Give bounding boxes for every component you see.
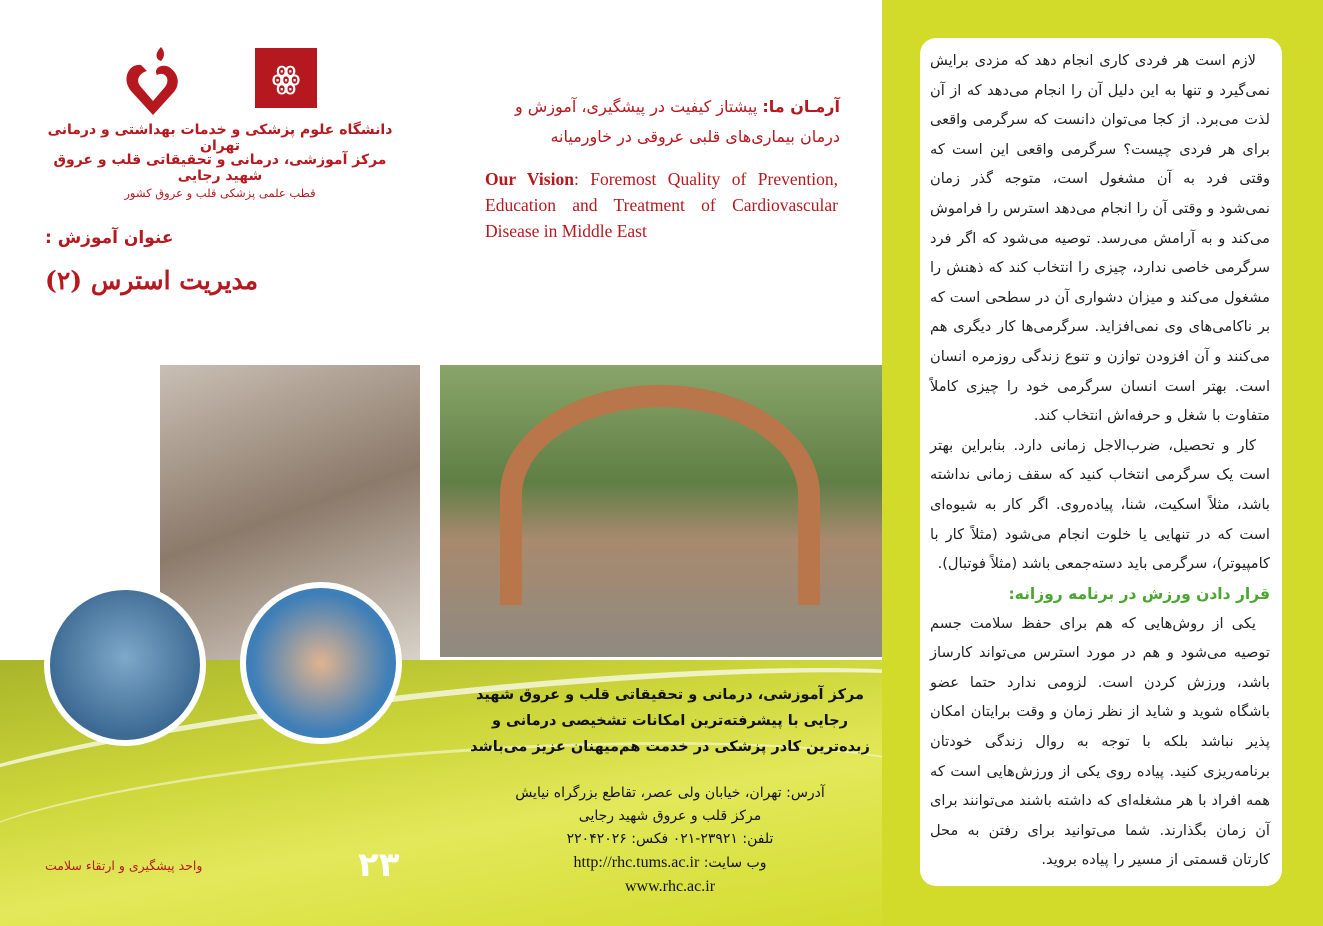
footer-unit: واحد پیشگیری و ارتقاء سلامت (45, 858, 203, 873)
right-page (882, 0, 1323, 926)
topic-label: عنوان آموزش : (45, 228, 174, 248)
website-label: وب سایت: (703, 855, 767, 871)
address: آدرس: تهران، خیابان ولی عصر، تقاطع بزرگراه نیایش (515, 785, 825, 801)
promo-text: مرکز آموزشی، درمانی و تحقیقاتی قلب و عروق شهید رجایی با پیشرفته‌ترین امکانات تشخیصی درمانی و زبده‌ترین کادر پزشکی در خدمت هم‌میهنان عزیز می‌باشد (470, 687, 870, 755)
heart-center-logo-icon (125, 45, 181, 117)
article-paragraph: یکی از روش‌هایی که هم برای حفظ سلامت جسم توصیه می‌شود و هم در مورد استرس می‌تواند کارساز باشد، ورزش کردن است. لزومی ندارد حتما عضو باشگاه شوید و شاید از نظر زمان و وقت برایتان امکان پذیر نباشد بلکه با توجه به روال زندگی خودتان برنامه‌ریزی کنید. پیاده روی یکی از ورزش‌هایی است که همه افراد با هر مشغله‌ای که داشته باشند می‌توانند برای آن زمان بگذارند. شما می‌توانید برای رفتن به محل کارتان قسمتی از مسیر را پیاده بروید. (930, 614, 1270, 869)
center-name: مرکز آموزشی، درمانی و تحقیقاتی قلب و عروق شهید رجایی (53, 152, 387, 184)
section-heading: قرار دادن ورزش در برنامه روزانه: (1008, 584, 1270, 603)
vision-fa (480, 92, 840, 152)
vision-fa-label: آرمـان ما: (762, 97, 840, 116)
scientific-pole: قطب علمی پزشکی قلب و عروق کشور (124, 186, 316, 200)
contact-center: مرکز قلب و عروق شهید رجایی (578, 808, 762, 824)
vision-en-label: Our Vision (485, 169, 574, 189)
phone-fax: تلفن: ۲۳۹۲۱-۰۲۱ فکس: ۲۲۰۴۲۰۲۶ (566, 831, 774, 847)
article-paragraph: کار و تحصیل، ضرب‌الاجل زمانی دارد. بنابراین بهتر است یک سرگرمی انتخاب کنید که سقف زمانی نداشته باشد، مثلاً اسکیت، شنا، پیاده‌روی. اگر کار به شیوه‌ای است که در تنهایی یا خلوت انجام می‌شود (مثلاً کار با کامپیوتر)، سرگرمی باید دسته‌جمعی باشد (مثلاً فوتبال). (930, 436, 1270, 573)
gate-arch (500, 385, 820, 605)
vision-fa-text: پیشتاز کیفیت در پیشگیری، آموزش و درمان بیماری‌های قلبی عروقی در خاورمیانه (514, 97, 840, 146)
vision-en-text: : Foremost Quality of Prevention, Education and Treatment of Cardiovascular Disease in Middle East (485, 169, 838, 241)
topic-title: مدیریت استرس (۲) (45, 266, 259, 295)
article-box (920, 38, 1282, 886)
contact-info (470, 782, 870, 898)
website-link-2[interactable]: www.rhc.ac.ir (624, 878, 716, 895)
university-logo-icon: ꙮ (255, 48, 317, 108)
surgery-photo (44, 584, 206, 746)
patient-photo (240, 582, 402, 744)
vision-en (485, 166, 838, 244)
article-paragraph: لازم است هر فردی کاری انجام دهد که مزدی برایش نمی‌گیرد و تنها به این دلیل آن را انجام می‌دهد که از آن لذت می‌برد. از کجا می‌توان دانست که سرگرمی واقعی برای هر فردی چیست؟ سرگرمی واقعی این است که وقتی فرد به آن مشغول است، متوجه گذر زمان نمی‌شود و وقتی آن را انجام می‌دهد استرس را فراموش می‌کند و به آرامش می‌رسد. توصیه می‌شود که اگر فرد سرگرمی خاصی ندارد، چیزی را انتخاب کند که ذهنش را مشغول می‌کند و میزان دشواری آن در سطحی است که بر ناکامی‌های وی نمی‌افزاید. سرگرمی‌ها کار دیگری هم می‌کنند و آن افزودن توازن و تنوع زندگی روزمره انسان است. بهتر است انسان سرگرمی خود را چیزی کاملاً متفاوت با شغل و حرفه‌اش انتخاب کند. (930, 52, 1270, 425)
website-link[interactable]: http://rhc.tums.ac.ir (573, 854, 700, 871)
university-name: دانشگاه علوم پزشکی و خدمات بهداشتی و درمانی تهران (47, 122, 393, 154)
page-number: ۲۳ (358, 845, 400, 885)
hospital-gate-photo (440, 365, 882, 657)
